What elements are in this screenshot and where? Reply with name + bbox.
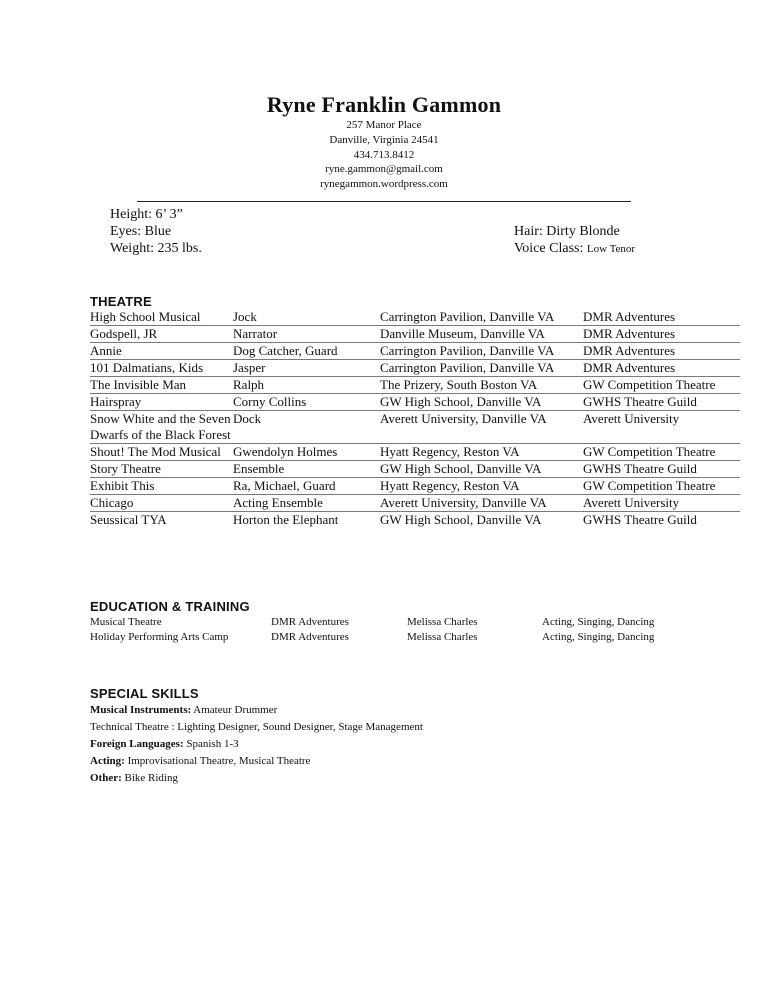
skill-label: Other: xyxy=(90,772,122,784)
website-line: rynegammon.wordpress.com xyxy=(320,178,448,191)
venue: Hyatt Regency, Reston VA xyxy=(380,478,583,495)
company: GWHS Theatre Guild xyxy=(583,461,740,478)
weight-stat: Weight: 235 lbs. xyxy=(110,241,202,256)
education-program: Musical Theatre xyxy=(90,616,162,628)
resume-name: Ryne Franklin Gammon xyxy=(266,92,502,117)
production-title: Shout! The Mod Musical xyxy=(90,444,233,461)
production-title: Seussical TYA xyxy=(90,512,167,527)
production-title: 101 Dalmatians, Kids xyxy=(90,360,233,377)
skill-label: Foreign Languages: xyxy=(90,738,184,750)
role: Ra, Michael, Guard xyxy=(233,478,380,495)
voice-stat xyxy=(514,240,635,258)
venue: Danville Museum, Danville VA xyxy=(380,326,583,343)
theatre-row xyxy=(90,411,740,444)
education-instructor: Melissa Charles xyxy=(407,616,478,628)
city-line: Danville, Virginia 24541 xyxy=(329,133,439,146)
production-title: High School Musical xyxy=(90,309,233,326)
theatre-row xyxy=(90,377,740,394)
role: Horton the Elephant xyxy=(233,512,339,527)
venue: The Prizery, South Boston VA xyxy=(380,377,583,394)
education-heading: EDUCATION & TRAINING xyxy=(90,599,250,614)
production-title: Story Theatre xyxy=(90,461,233,478)
venue: Averett University, Danville VA xyxy=(380,411,583,444)
venue: GW High School, Danville VA xyxy=(380,512,542,527)
production-title: Hairspray xyxy=(90,394,233,411)
company: GWHS Theatre Guild xyxy=(583,394,740,411)
skill-value: Spanish 1-3 xyxy=(183,738,239,750)
header-divider xyxy=(137,201,631,202)
role: Gwendolyn Holmes xyxy=(233,444,380,461)
hair-stat: Hair: Dirty Blonde xyxy=(514,224,620,239)
theatre-heading: THEATRE xyxy=(90,294,152,309)
theatre-row xyxy=(90,326,740,343)
production-title: Snow White and the Seven Dwarfs of the Black Forest xyxy=(90,411,233,444)
education-program: Holiday Performing Arts Camp xyxy=(90,631,229,643)
role: Ensemble xyxy=(233,461,380,478)
skill-label: Musical Instruments: xyxy=(90,704,192,716)
role: Ralph xyxy=(233,377,380,394)
venue: GW High School, Danville VA xyxy=(380,394,583,411)
education-row xyxy=(90,615,740,630)
education-list xyxy=(90,615,740,645)
theatre-table xyxy=(90,309,740,528)
theatre-row xyxy=(90,343,740,360)
skill-acting xyxy=(90,753,423,770)
skill-technical: Technical Theatre : Lighting Designer, Sound Designer, Stage Management xyxy=(90,721,423,733)
address-line: 257 Manor Place xyxy=(346,119,422,131)
skill-value: Improvisational Theatre, Musical Theatre xyxy=(124,755,311,767)
theatre-row xyxy=(90,478,740,495)
education-organization: DMR Adventures xyxy=(271,616,349,628)
venue: Averett University, Danville VA xyxy=(380,495,583,512)
company: GW Competition Theatre xyxy=(583,444,740,461)
company: GWHS Theatre Guild xyxy=(583,512,697,527)
production-title: Chicago xyxy=(90,495,233,512)
role: Narrator xyxy=(233,326,380,343)
education-organization: DMR Adventures xyxy=(271,631,349,643)
education-focus: Acting, Singing, Dancing xyxy=(542,631,655,643)
theatre-row xyxy=(90,360,740,377)
company: DMR Adventures xyxy=(583,343,740,360)
email-line: ryne.gammon@gmail.com xyxy=(325,163,443,176)
production-title: Exhibit This xyxy=(90,478,233,495)
skill-label: Acting: xyxy=(90,755,125,767)
phone-line: 434.713.8412 xyxy=(353,148,415,161)
voice-label: Voice Class: xyxy=(514,241,587,256)
company: GW Competition Theatre xyxy=(583,377,740,394)
venue: GW High School, Danville VA xyxy=(380,461,583,478)
role: Corny Collins xyxy=(233,394,380,411)
company: GW Competition Theatre xyxy=(583,478,740,495)
role: Acting Ensemble xyxy=(233,495,380,512)
theatre-row xyxy=(90,309,740,326)
skill-languages xyxy=(90,736,423,753)
role: Jock xyxy=(233,309,380,326)
theatre-row xyxy=(90,461,740,478)
production-title: Godspell, JR xyxy=(90,326,233,343)
venue: Carrington Pavilion, Danville VA xyxy=(380,343,583,360)
education-focus: Acting, Singing, Dancing xyxy=(542,616,655,628)
voice-value: Low Tenor xyxy=(586,243,636,255)
skills-list xyxy=(90,702,423,787)
company: DMR Adventures xyxy=(583,309,740,326)
skills-heading: SPECIAL SKILLS xyxy=(90,686,199,701)
company: DMR Adventures xyxy=(583,360,740,377)
skill-value: Amateur Drummer xyxy=(191,704,278,716)
skill-other xyxy=(90,770,423,787)
company: DMR Adventures xyxy=(583,326,740,343)
production-title: Annie xyxy=(90,343,233,360)
contact-block xyxy=(0,118,768,192)
skill-value: Bike Riding xyxy=(121,772,178,784)
company: Averett University xyxy=(583,495,740,512)
skill-instruments xyxy=(90,702,423,719)
theatre-row xyxy=(90,394,740,411)
venue: Carrington Pavilion, Danville VA xyxy=(380,309,583,326)
education-instructor: Melissa Charles xyxy=(407,631,478,643)
role: Dog Catcher, Guard xyxy=(233,343,380,360)
theatre-row xyxy=(90,495,740,512)
company: Averett University xyxy=(583,411,740,444)
role: Dock xyxy=(233,411,380,444)
venue: Hyatt Regency, Reston VA xyxy=(380,444,583,461)
role: Jasper xyxy=(233,360,380,377)
eyes-stat: Eyes: Blue xyxy=(110,224,172,239)
education-row xyxy=(90,630,740,645)
theatre-row xyxy=(90,444,740,461)
venue: Carrington Pavilion, Danville VA xyxy=(380,360,583,377)
theatre-row xyxy=(90,512,740,529)
production-title: The Invisible Man xyxy=(90,377,233,394)
height-stat: Height: 6’ 3” xyxy=(110,207,183,222)
